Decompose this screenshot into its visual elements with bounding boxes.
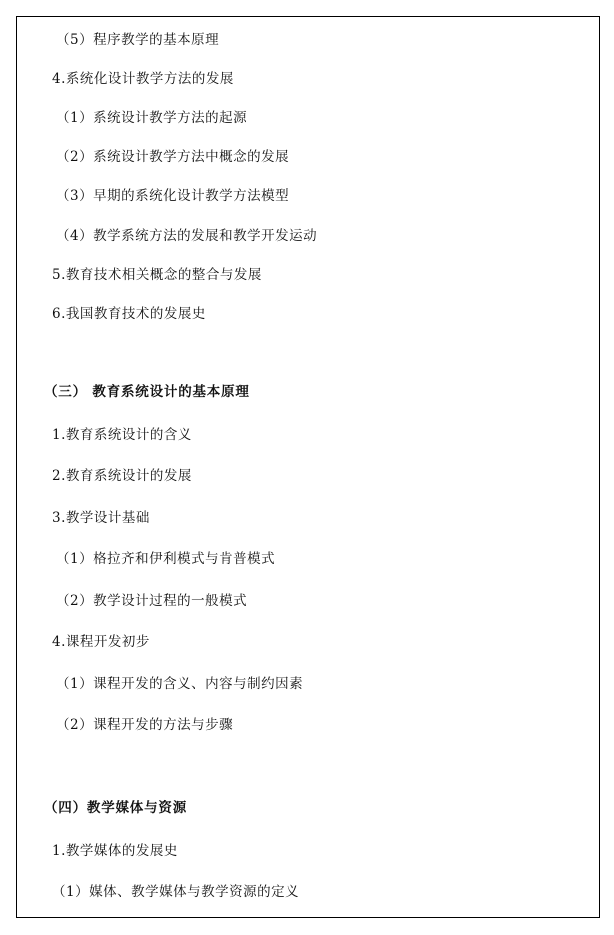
item-systematic-design-development: 4.系统化设计教学方法的发展 <box>52 71 234 87</box>
section-heading-media-and-resources: （四）教学媒体与资源 <box>44 800 187 816</box>
item-media-definitions: （1）媒体、教学媒体与教学资源的定义 <box>52 884 300 900</box>
item-early-models: （3）早期的系统化设计教学方法模型 <box>56 188 290 204</box>
item-gerlach-ely-kemp-models: （1）格拉齐和伊利模式与肯普模式 <box>56 551 276 567</box>
item-instructional-systems-approach: （4）教学系统方法的发展和教学开发运动 <box>56 228 318 244</box>
item-origin-of-systematic-design: （1）系统设计教学方法的起源 <box>56 110 248 126</box>
section-heading-educational-system-design: （三） 教育系统设计的基本原理 <box>44 384 250 400</box>
item-curriculum-meaning-factors: （1）课程开发的含义、内容与制约因素 <box>56 676 304 692</box>
item-concept-development: （2）系统设计教学方法中概念的发展 <box>56 149 290 165</box>
item-concept-integration: 5.教育技术相关概念的整合与发展 <box>52 267 262 283</box>
item-instructional-design-basics: 3.教学设计基础 <box>52 510 150 526</box>
item-meaning-of-system-design: 1.教育系统设计的含义 <box>52 427 192 443</box>
item-general-design-model: （2）教学设计过程的一般模式 <box>56 593 248 609</box>
item-media-history: 1.教学媒体的发展史 <box>52 843 178 859</box>
item-principles-of-programmed-instruction: （5）程序教学的基本原理 <box>56 32 220 48</box>
item-history-in-china: 6.我国教育技术的发展史 <box>52 306 206 322</box>
item-curriculum-development-intro: 4.课程开发初步 <box>52 634 150 650</box>
item-development-of-system-design: 2.教育系统设计的发展 <box>52 468 192 484</box>
item-curriculum-methods-steps: （2）课程开发的方法与步骤 <box>56 717 234 733</box>
